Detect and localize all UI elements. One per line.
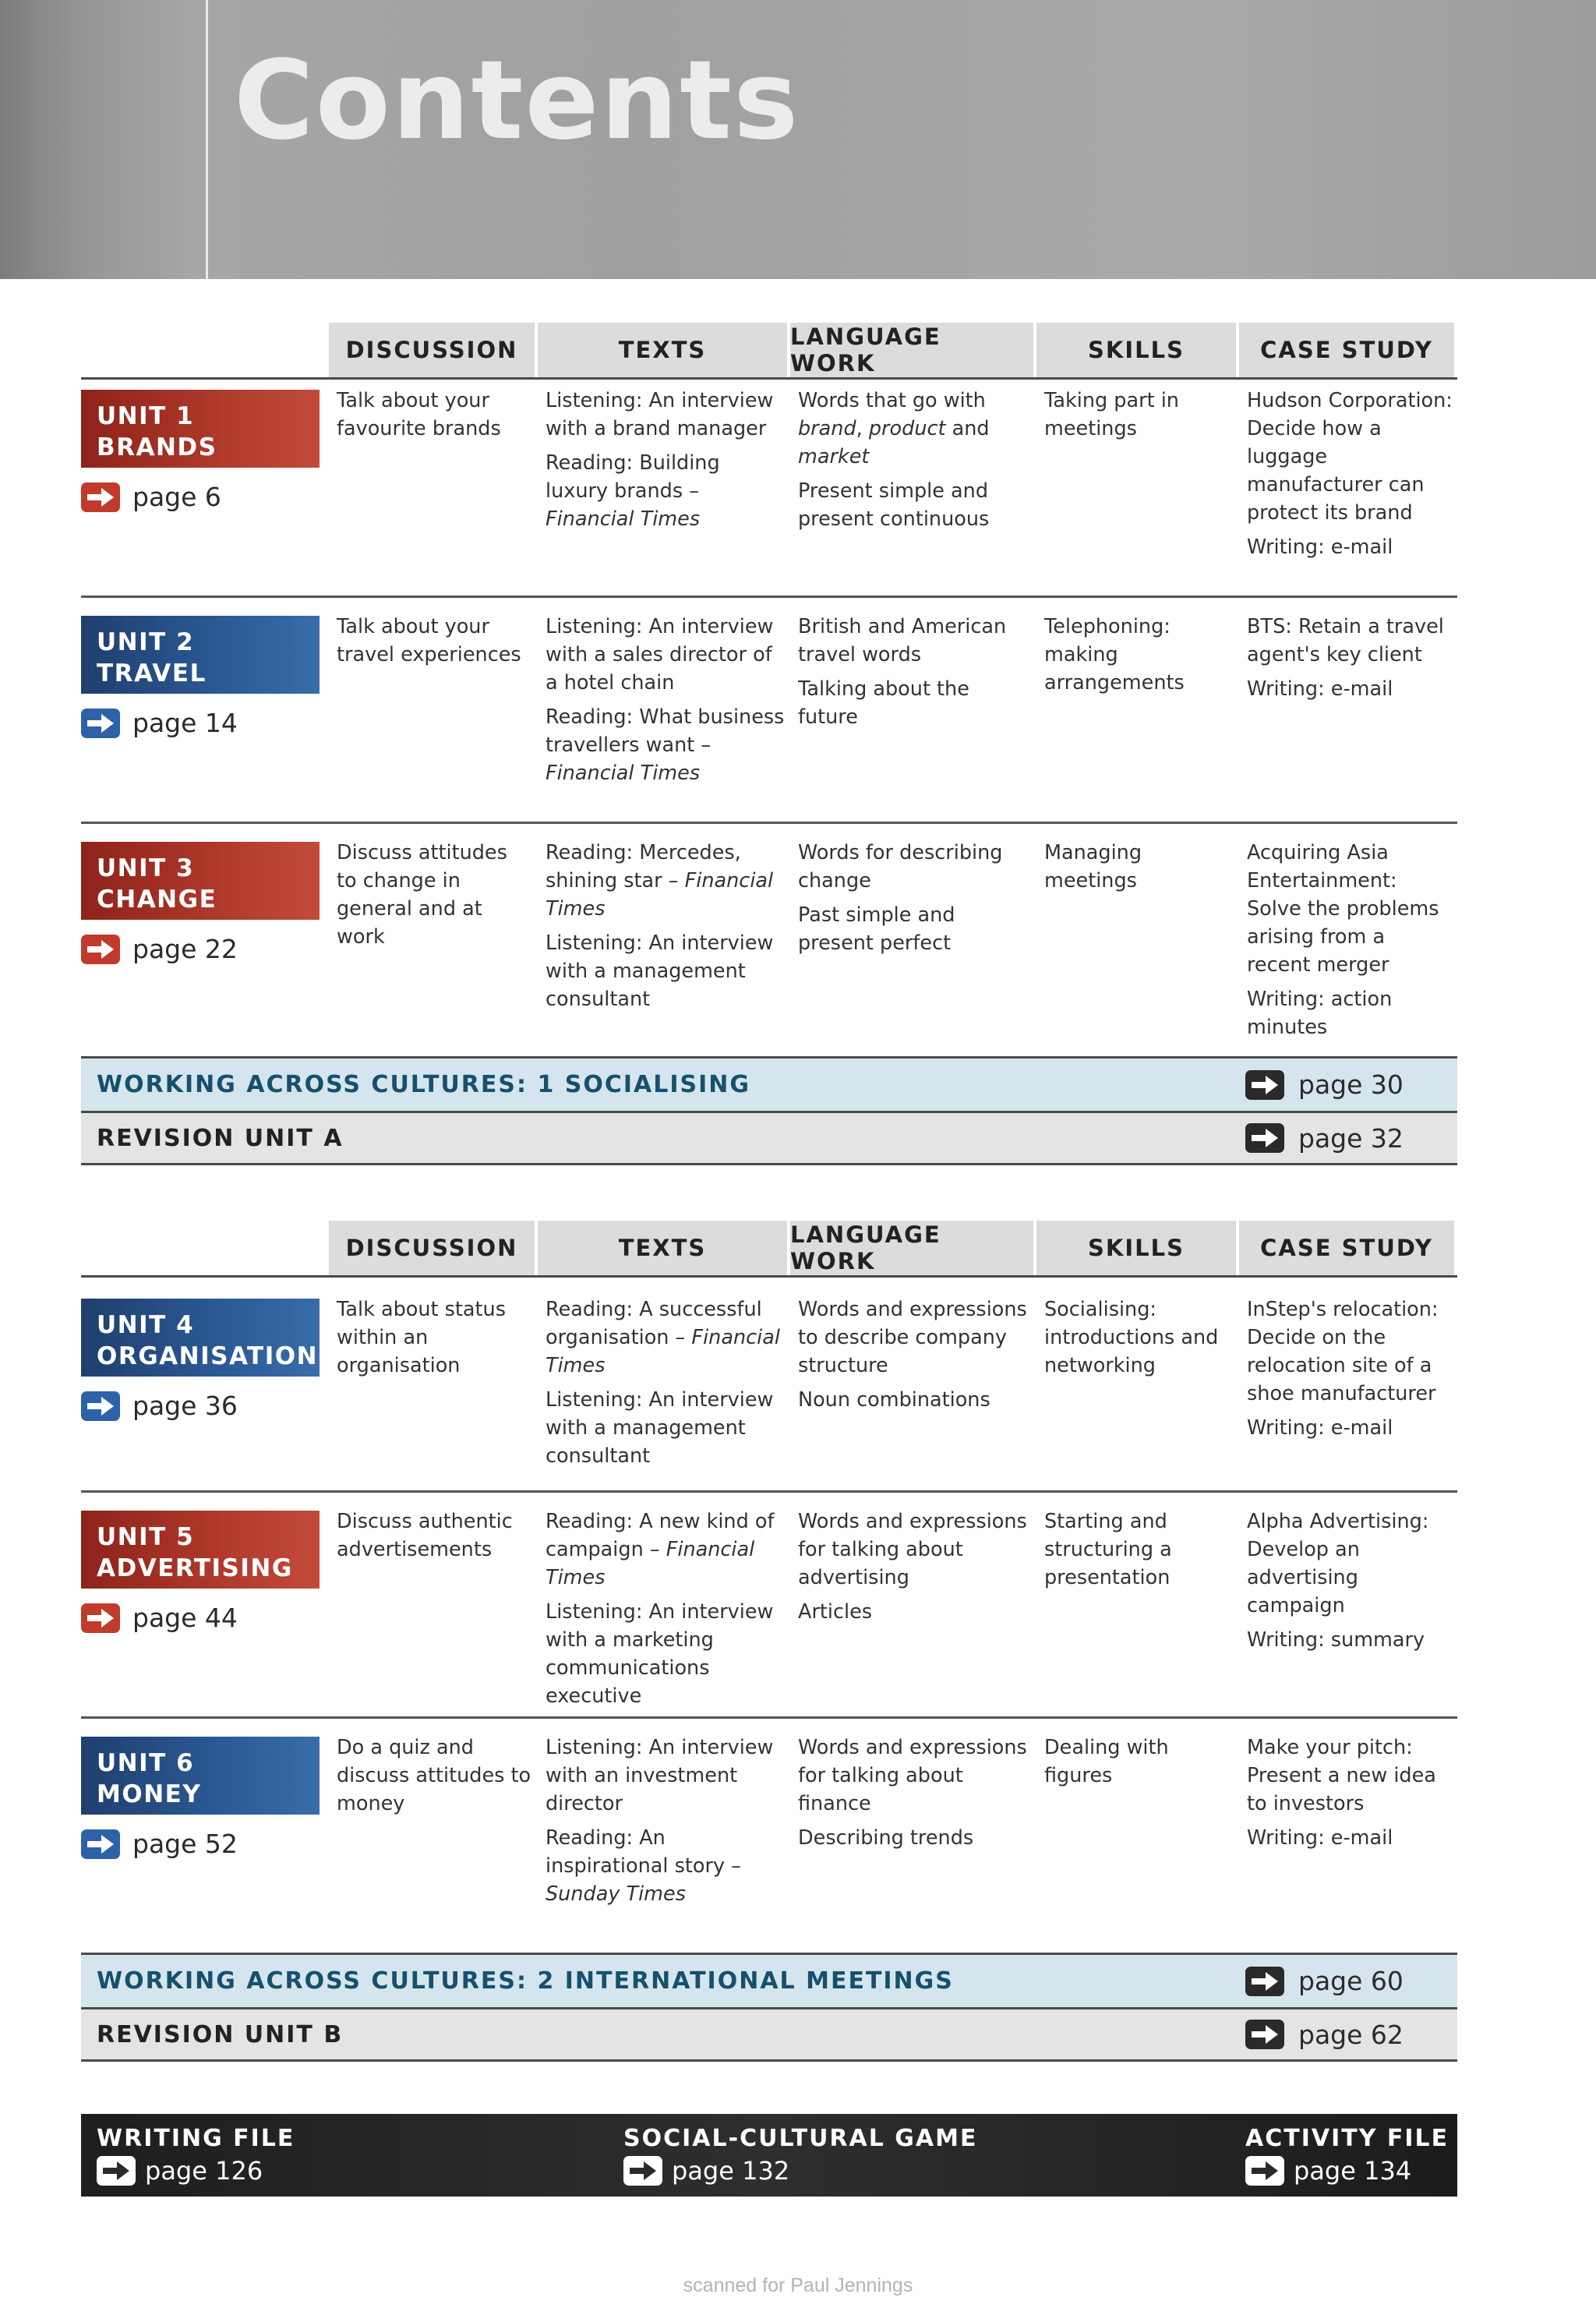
cell-case-study (1247, 387, 1453, 561)
footer-bar (81, 2114, 1457, 2197)
unit-page-link-5[interactable] (81, 1603, 238, 1633)
writing-file-page: page 126 (145, 2156, 263, 2186)
text: Reading: A successful organisation – (546, 1298, 762, 1349)
italic-text: Financial Times (546, 1538, 755, 1589)
texts-entry (546, 613, 786, 697)
language-entry (798, 1507, 1032, 1592)
unit-name: MONEY (97, 1780, 202, 1808)
text: Listening: An interview with a management consultant (546, 1388, 774, 1468)
cell-texts (546, 613, 786, 787)
cell-case-study (1247, 1295, 1453, 1442)
header-divider (206, 0, 208, 279)
texts-entry (546, 387, 786, 443)
arrow-right-icon (1245, 2156, 1284, 2186)
arrow-right-icon (81, 1603, 120, 1633)
arrow-right-icon (81, 1829, 120, 1859)
arrow-right-icon (81, 482, 120, 512)
writing-file-link[interactable] (97, 2123, 295, 2186)
text: Listening: An interview with a sales director of a hotel chain (546, 615, 774, 695)
unit-page: page 22 (132, 934, 238, 964)
texts-entry (546, 1386, 786, 1470)
skills-entry: Socialising: introductions and networking (1044, 1298, 1219, 1377)
unit-number: UNIT 5 (97, 1523, 195, 1551)
cell-language (798, 839, 1032, 957)
case-study-entry: Writing: e-mail (1247, 535, 1393, 559)
unit-page-link-3[interactable] (81, 934, 238, 964)
column-header-skills: SKILLS (1036, 323, 1236, 377)
text: Listening: An interview with a brand manager (546, 389, 774, 440)
revision-a-page-link[interactable] (1245, 1123, 1404, 1154)
wac-title: 1 SOCIALISING (537, 1071, 751, 1098)
italic-text: Financial Times (546, 762, 701, 785)
text: Words and expressions for talking about finance (798, 1736, 1027, 1815)
text: Words for describing change (798, 841, 1003, 892)
case-study-entry: Writing: e-mail (1247, 677, 1393, 701)
unit-badge-6[interactable] (81, 1737, 320, 1815)
language-entry (798, 1824, 1032, 1852)
text: Noun combinations (798, 1388, 990, 1412)
case-study-entry: BTS: Retain a travel agent's key client (1247, 615, 1444, 666)
cell-discussion (337, 839, 533, 951)
cell-discussion (337, 613, 533, 669)
italic-text: Financial Times (546, 869, 774, 921)
language-entry (798, 477, 1032, 533)
text: Words that go with (798, 389, 986, 412)
cell-skills (1044, 387, 1234, 443)
text: British and American travel words (798, 615, 1007, 666)
activity-file-title: ACTIVITY FILE (1245, 2125, 1449, 2152)
text: Listening: An interview with an investment director (546, 1736, 774, 1815)
text: Reading: What business travellers want – (546, 705, 785, 757)
cell-texts (546, 1295, 786, 1470)
text: Words and expressions for talking about advertising (798, 1510, 1027, 1589)
column-header-row (81, 1221, 1457, 1278)
skills-entry: Taking part in meetings (1044, 389, 1179, 440)
unit-page-link-4[interactable] (81, 1391, 238, 1421)
wac-2-page-link[interactable] (1245, 1966, 1404, 1996)
activity-file-page: page 134 (1294, 2156, 1412, 2186)
unit-badge-4[interactable] (81, 1299, 320, 1377)
arrow-right-icon (623, 2156, 662, 2186)
text: Present simple and present continuous (798, 479, 990, 531)
unit-badge-3[interactable] (81, 842, 320, 920)
case-study-entry: InStep's relocation: Decide on the relocation site of a shoe manufacturer (1247, 1298, 1439, 1405)
language-entry (798, 1295, 1032, 1380)
unit-number: UNIT 4 (97, 1311, 195, 1339)
page-title: Contents (234, 37, 800, 164)
wac-1-page: page 30 (1298, 1069, 1404, 1100)
cell-language (798, 387, 1032, 533)
text: Talking about the future (798, 677, 969, 729)
text: Words and expressions to describe company structure (798, 1298, 1027, 1377)
unit-badge-5[interactable] (81, 1511, 320, 1589)
revision-b-title: REVISION UNIT B (97, 2020, 344, 2048)
column-header-discussion: DISCUSSION (329, 1221, 535, 1275)
revision-a-page: page 32 (1298, 1122, 1404, 1154)
unit-page: page 36 (132, 1391, 238, 1421)
case-study-entry: Writing: summary (1247, 1628, 1425, 1652)
cell-discussion (337, 1295, 533, 1380)
cell-discussion (337, 1734, 533, 1818)
column-header-language: LANGUAGE WORK (790, 1221, 1033, 1275)
revision-b-page-link[interactable] (1245, 2020, 1404, 2050)
texts-entry (546, 1734, 786, 1818)
language-entry (798, 613, 1032, 669)
unit-page: page 6 (132, 482, 221, 512)
unit-row-1 (81, 379, 1457, 605)
text: Reading: Building luxury brands – (546, 451, 720, 503)
unit-row-3 (81, 831, 1457, 1057)
unit-page-link-2[interactable] (81, 708, 238, 738)
cell-skills (1044, 1734, 1234, 1790)
column-header-discussion: DISCUSSION (329, 323, 535, 377)
revision-unit-a-bar[interactable] (81, 1111, 1457, 1165)
cell-texts (546, 839, 786, 1013)
unit-number: UNIT 6 (97, 1749, 195, 1777)
italic-text: market (798, 445, 870, 468)
arrow-right-icon (1245, 1967, 1284, 1996)
arrow-right-icon (81, 709, 120, 738)
wac-1-page-link[interactable] (1245, 1069, 1404, 1100)
texts-entry (546, 1295, 786, 1380)
cell-case-study (1247, 613, 1453, 703)
language-entry (798, 839, 1032, 895)
language-entry (798, 387, 1032, 471)
texts-entry (546, 839, 786, 923)
wac-label: WORKING ACROSS CULTURES: (97, 1071, 528, 1098)
text: Listening: An interview with a marketing communications executive (546, 1600, 774, 1708)
text: Articles (798, 1600, 873, 1624)
header-rule (81, 1275, 1457, 1278)
text: , (856, 417, 869, 440)
cell-texts (546, 387, 786, 533)
texts-entry (546, 449, 786, 533)
social-game-title: SOCIAL-CULTURAL GAME (623, 2125, 978, 2152)
skills-entry: Managing meetings (1044, 841, 1142, 892)
unit-row-4 (81, 1288, 1457, 1514)
cell-skills (1044, 1295, 1234, 1380)
case-study-entry: Alpha Advertising: Develop an advertising campaign (1247, 1510, 1429, 1617)
text: and (945, 417, 990, 440)
unit-number: UNIT 3 (97, 854, 195, 882)
text: Past simple and present perfect (798, 903, 955, 955)
revision-b-page: page 62 (1298, 2019, 1404, 2050)
discussion-entry: Talk about your travel experiences (337, 615, 521, 666)
cell-skills (1044, 1507, 1234, 1592)
unit-row-5 (81, 1500, 1457, 1726)
unit-badge-2[interactable] (81, 616, 320, 694)
texts-entry (546, 1507, 786, 1592)
column-header-texts: TEXTS (538, 323, 787, 377)
texts-entry (546, 929, 786, 1013)
cell-case-study (1247, 1507, 1453, 1654)
wac-title: 2 INTERNATIONAL MEETINGS (537, 1967, 954, 1995)
column-header-row (81, 323, 1457, 380)
cell-texts (546, 1507, 786, 1710)
unit-row-6 (81, 1726, 1457, 1952)
unit-number: UNIT 2 (97, 628, 195, 656)
column-header-language: LANGUAGE WORK (790, 323, 1033, 377)
social-cultural-game-link[interactable] (623, 2123, 978, 2186)
discussion-entry: Talk about your favourite brands (337, 389, 501, 440)
arrow-right-icon (1245, 1070, 1284, 1100)
case-study-entry: Writing: e-mail (1247, 1826, 1393, 1850)
texts-entry (546, 1824, 786, 1908)
case-study-entry: Hudson Corporation: Decide how a luggage manufacturer can protect its brand (1247, 389, 1453, 525)
text: Reading: A new kind of campaign – (546, 1510, 775, 1561)
column-header-case-study: CASE STUDY (1239, 1221, 1454, 1275)
cell-texts (546, 1734, 786, 1908)
skills-entry: Starting and structuring a presentation (1044, 1510, 1172, 1589)
text: Describing trends (798, 1826, 974, 1850)
unit-page: page 44 (132, 1603, 238, 1633)
cell-language (798, 613, 1032, 731)
wac-label: WORKING ACROSS CULTURES: (97, 1967, 528, 1995)
unit-name: ORGANISATION (97, 1342, 319, 1370)
texts-entry (546, 703, 786, 787)
working-across-cultures-2-bar[interactable] (81, 1953, 1457, 2007)
cell-case-study (1247, 839, 1453, 1041)
discussion-entry: Discuss attitudes to change in general and at work (337, 841, 507, 949)
italic-text: Sunday Times (546, 1882, 686, 1906)
skills-entry: Dealing with figures (1044, 1736, 1169, 1787)
unit-page: page 14 (132, 708, 238, 738)
revision-unit-b-bar[interactable] (81, 2007, 1457, 2062)
unit-name: CHANGE (97, 885, 217, 914)
arrow-right-icon (81, 1391, 120, 1421)
social-game-page: page 132 (672, 2156, 790, 2186)
case-study-entry: Writing: e-mail (1247, 1416, 1393, 1440)
language-entry (798, 675, 1032, 731)
text: Reading: An inspirational story – (546, 1826, 741, 1878)
row-rule (81, 822, 1457, 824)
language-entry (798, 1386, 1032, 1414)
activity-file-link[interactable] (1245, 2123, 1449, 2186)
cell-case-study (1247, 1734, 1453, 1852)
arrow-right-icon (97, 2156, 136, 2186)
arrow-right-icon (81, 935, 120, 964)
text: Reading: Mercedes, shining star – (546, 841, 741, 892)
cell-language (798, 1507, 1032, 1626)
revision-a-title: REVISION UNIT A (97, 1124, 344, 1152)
language-entry (798, 901, 1032, 957)
column-header-skills: SKILLS (1036, 1221, 1236, 1275)
arrow-right-icon (1245, 2020, 1284, 2049)
column-header-case-study: CASE STUDY (1239, 323, 1454, 377)
discussion-entry: Discuss authentic advertisements (337, 1510, 513, 1561)
case-study-entry: Make your pitch: Present a new idea to investors (1247, 1736, 1436, 1815)
unit-page-link-6[interactable] (81, 1829, 238, 1859)
cell-discussion (337, 1507, 533, 1564)
unit-badge-1[interactable] (81, 390, 320, 468)
arrow-right-icon (1245, 1123, 1284, 1153)
unit-name: TRAVEL (97, 659, 207, 687)
row-rule (81, 596, 1457, 598)
cell-skills (1044, 839, 1234, 895)
cell-language (798, 1734, 1032, 1852)
row-rule (81, 1716, 1457, 1719)
row-rule (81, 1490, 1457, 1493)
working-across-cultures-1-bar[interactable] (81, 1056, 1457, 1111)
unit-number: UNIT 1 (97, 402, 195, 430)
unit-row-2 (81, 605, 1457, 831)
texts-entry (546, 1598, 786, 1710)
language-entry (798, 1734, 1032, 1818)
italic-text: Financial Times (546, 1326, 780, 1377)
italic-text: product (868, 417, 946, 440)
italic-text: brand (798, 417, 856, 440)
discussion-entry: Talk about status within an organisation (337, 1298, 506, 1377)
language-entry (798, 1598, 1032, 1626)
writing-file-title: WRITING FILE (97, 2125, 295, 2152)
unit-page-link-1[interactable] (81, 482, 221, 512)
unit-page: page 52 (132, 1829, 238, 1859)
skills-entry: Telephoning: making arrangements (1044, 615, 1185, 695)
text: Listening: An interview with a management consultant (546, 931, 774, 1011)
scan-credit: scanned for Paul Jennings (683, 2274, 913, 2296)
cell-language (798, 1295, 1032, 1414)
cell-discussion (337, 387, 533, 443)
discussion-entry: Do a quiz and discuss attitudes to money (337, 1736, 531, 1815)
italic-text: Financial Times (546, 507, 701, 531)
wac-2-page: page 60 (1298, 1966, 1404, 1996)
unit-name: ADVERTISING (97, 1554, 293, 1582)
case-study-entry: Writing: action minutes (1247, 988, 1393, 1039)
cell-skills (1044, 613, 1234, 697)
case-study-entry: Acquiring Asia Entertainment: Solve the problems arising from a recent merger (1247, 841, 1439, 977)
unit-name: BRANDS (97, 433, 217, 461)
column-header-texts: TEXTS (538, 1221, 787, 1275)
